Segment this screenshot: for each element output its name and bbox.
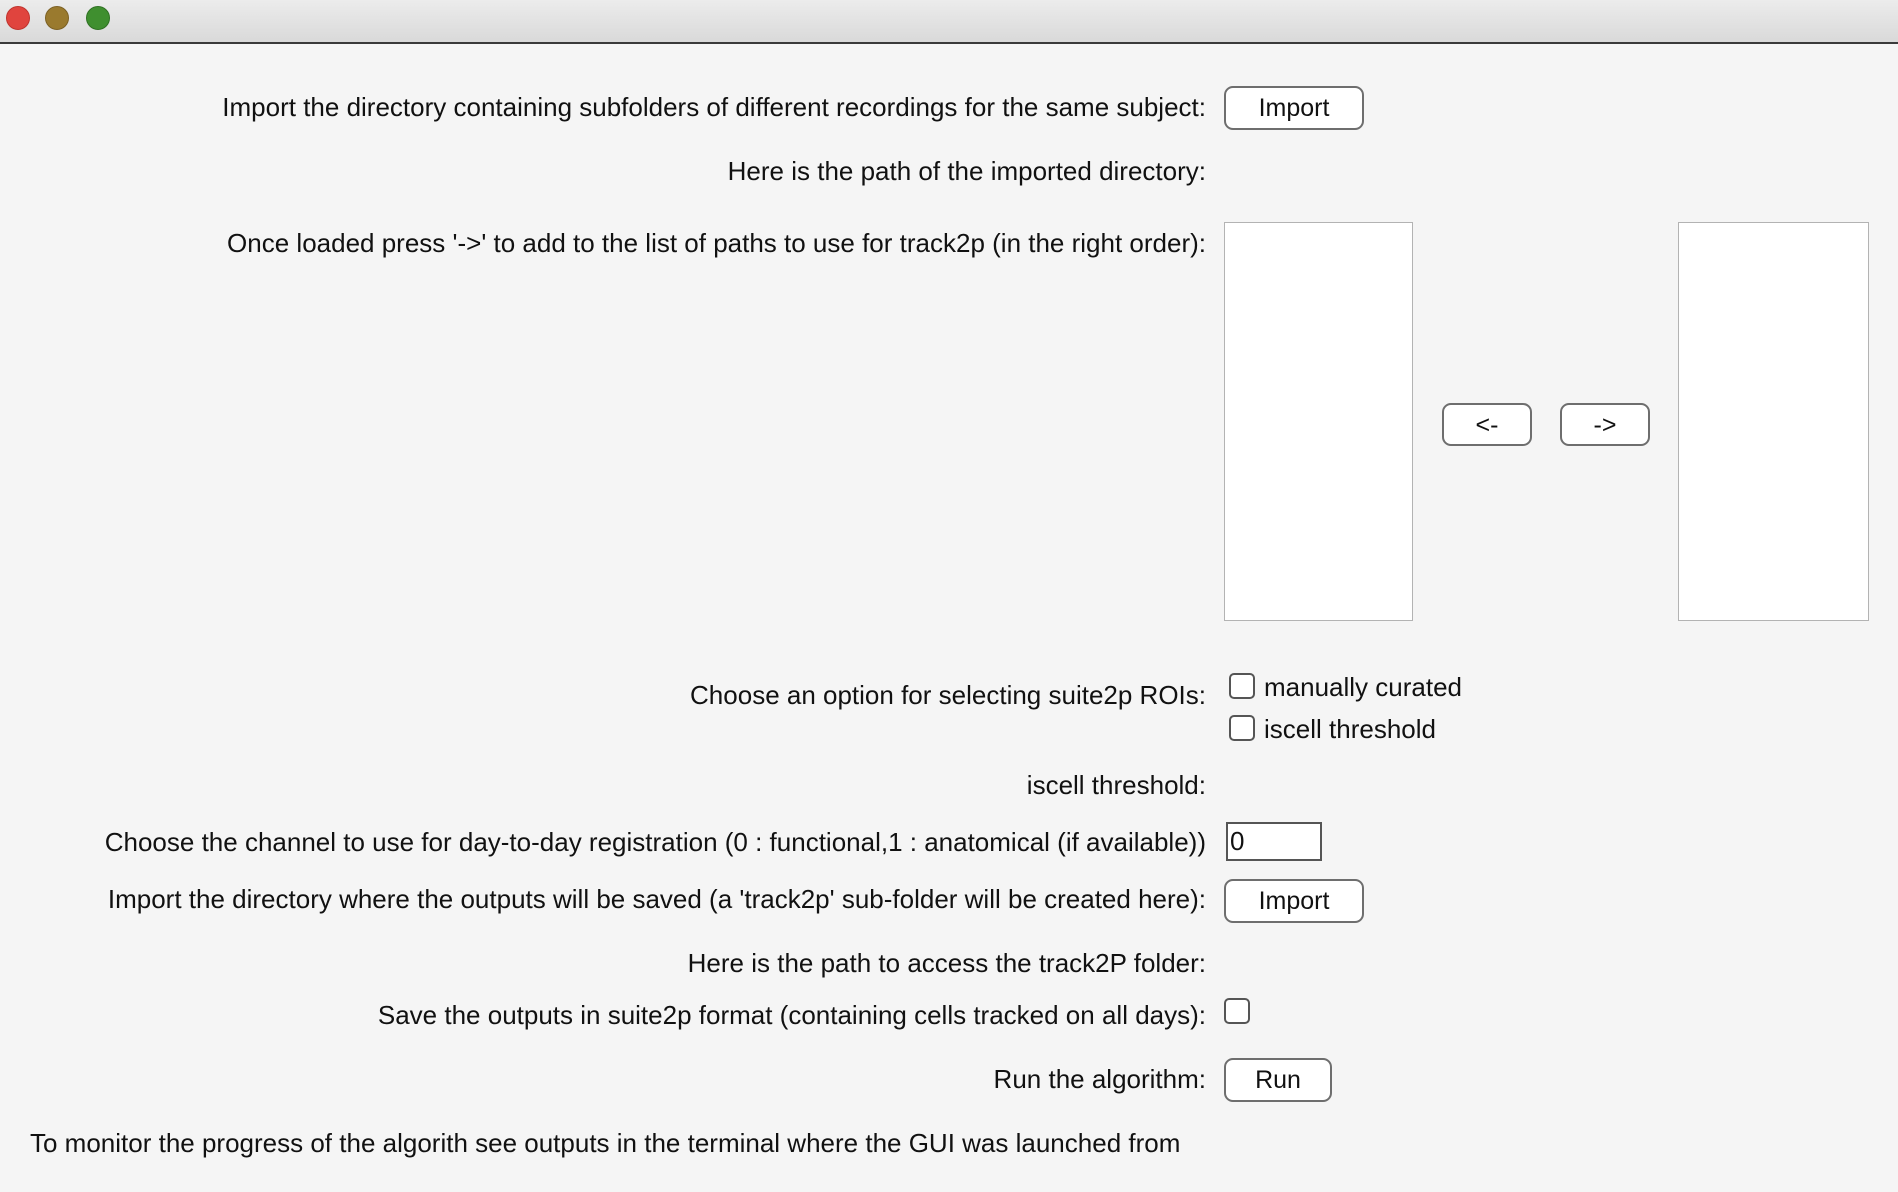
- add-path-button[interactable]: ->: [1560, 403, 1650, 446]
- manually-curated-label: manually curated: [1264, 672, 1462, 702]
- minimize-window-icon[interactable]: [45, 6, 69, 30]
- import-output-dir-button[interactable]: Import: [1224, 879, 1364, 923]
- roi-selection-label: Choose an option for selecting suite2p ROIs:: [690, 680, 1206, 710]
- window-titlebar: [0, 0, 1898, 44]
- run-button[interactable]: Run: [1224, 1058, 1332, 1102]
- progress-note: To monitor the progress of the algorith see outputs in the terminal where the GUI was launched from: [30, 1128, 1181, 1158]
- selected-paths-list[interactable]: [1678, 222, 1869, 621]
- import-dir-label: Import the directory containing subfolders of different recordings for the same subject:: [222, 92, 1206, 122]
- channel-input[interactable]: 0: [1226, 822, 1322, 861]
- iscell-threshold-label: iscell threshold:: [1026, 770, 1206, 800]
- remove-path-button[interactable]: <-: [1442, 403, 1532, 446]
- order-list-label: Once loaded press '->' to add to the list of paths to use for track2p (in the right order):: [227, 228, 1206, 258]
- iscell-threshold-option-label: iscell threshold: [1264, 714, 1436, 744]
- close-window-icon[interactable]: [6, 6, 30, 30]
- maximize-window-icon[interactable]: [86, 6, 110, 30]
- channel-label: Choose the channel to use for day-to-day registration (0 : functional,1 : anatomical (if available)): [104, 827, 1206, 857]
- output-dir-label: Import the directory where the outputs will be saved (a 'track2p' sub-folder will be created here):: [107, 884, 1206, 914]
- manually-curated-checkbox[interactable]: [1229, 673, 1255, 699]
- import-dir-button[interactable]: Import: [1224, 86, 1364, 130]
- save-suite2p-checkbox[interactable]: [1224, 998, 1250, 1024]
- available-paths-list[interactable]: [1224, 222, 1413, 621]
- run-label: Run the algorithm:: [993, 1064, 1206, 1094]
- save-suite2p-label: Save the outputs in suite2p format (containing cells tracked on all days):: [377, 1000, 1206, 1030]
- track2p-path-label: Here is the path to access the track2P folder:: [687, 948, 1206, 978]
- iscell-threshold-checkbox[interactable]: [1229, 715, 1255, 741]
- imported-path-label: Here is the path of the imported directory:: [727, 156, 1206, 186]
